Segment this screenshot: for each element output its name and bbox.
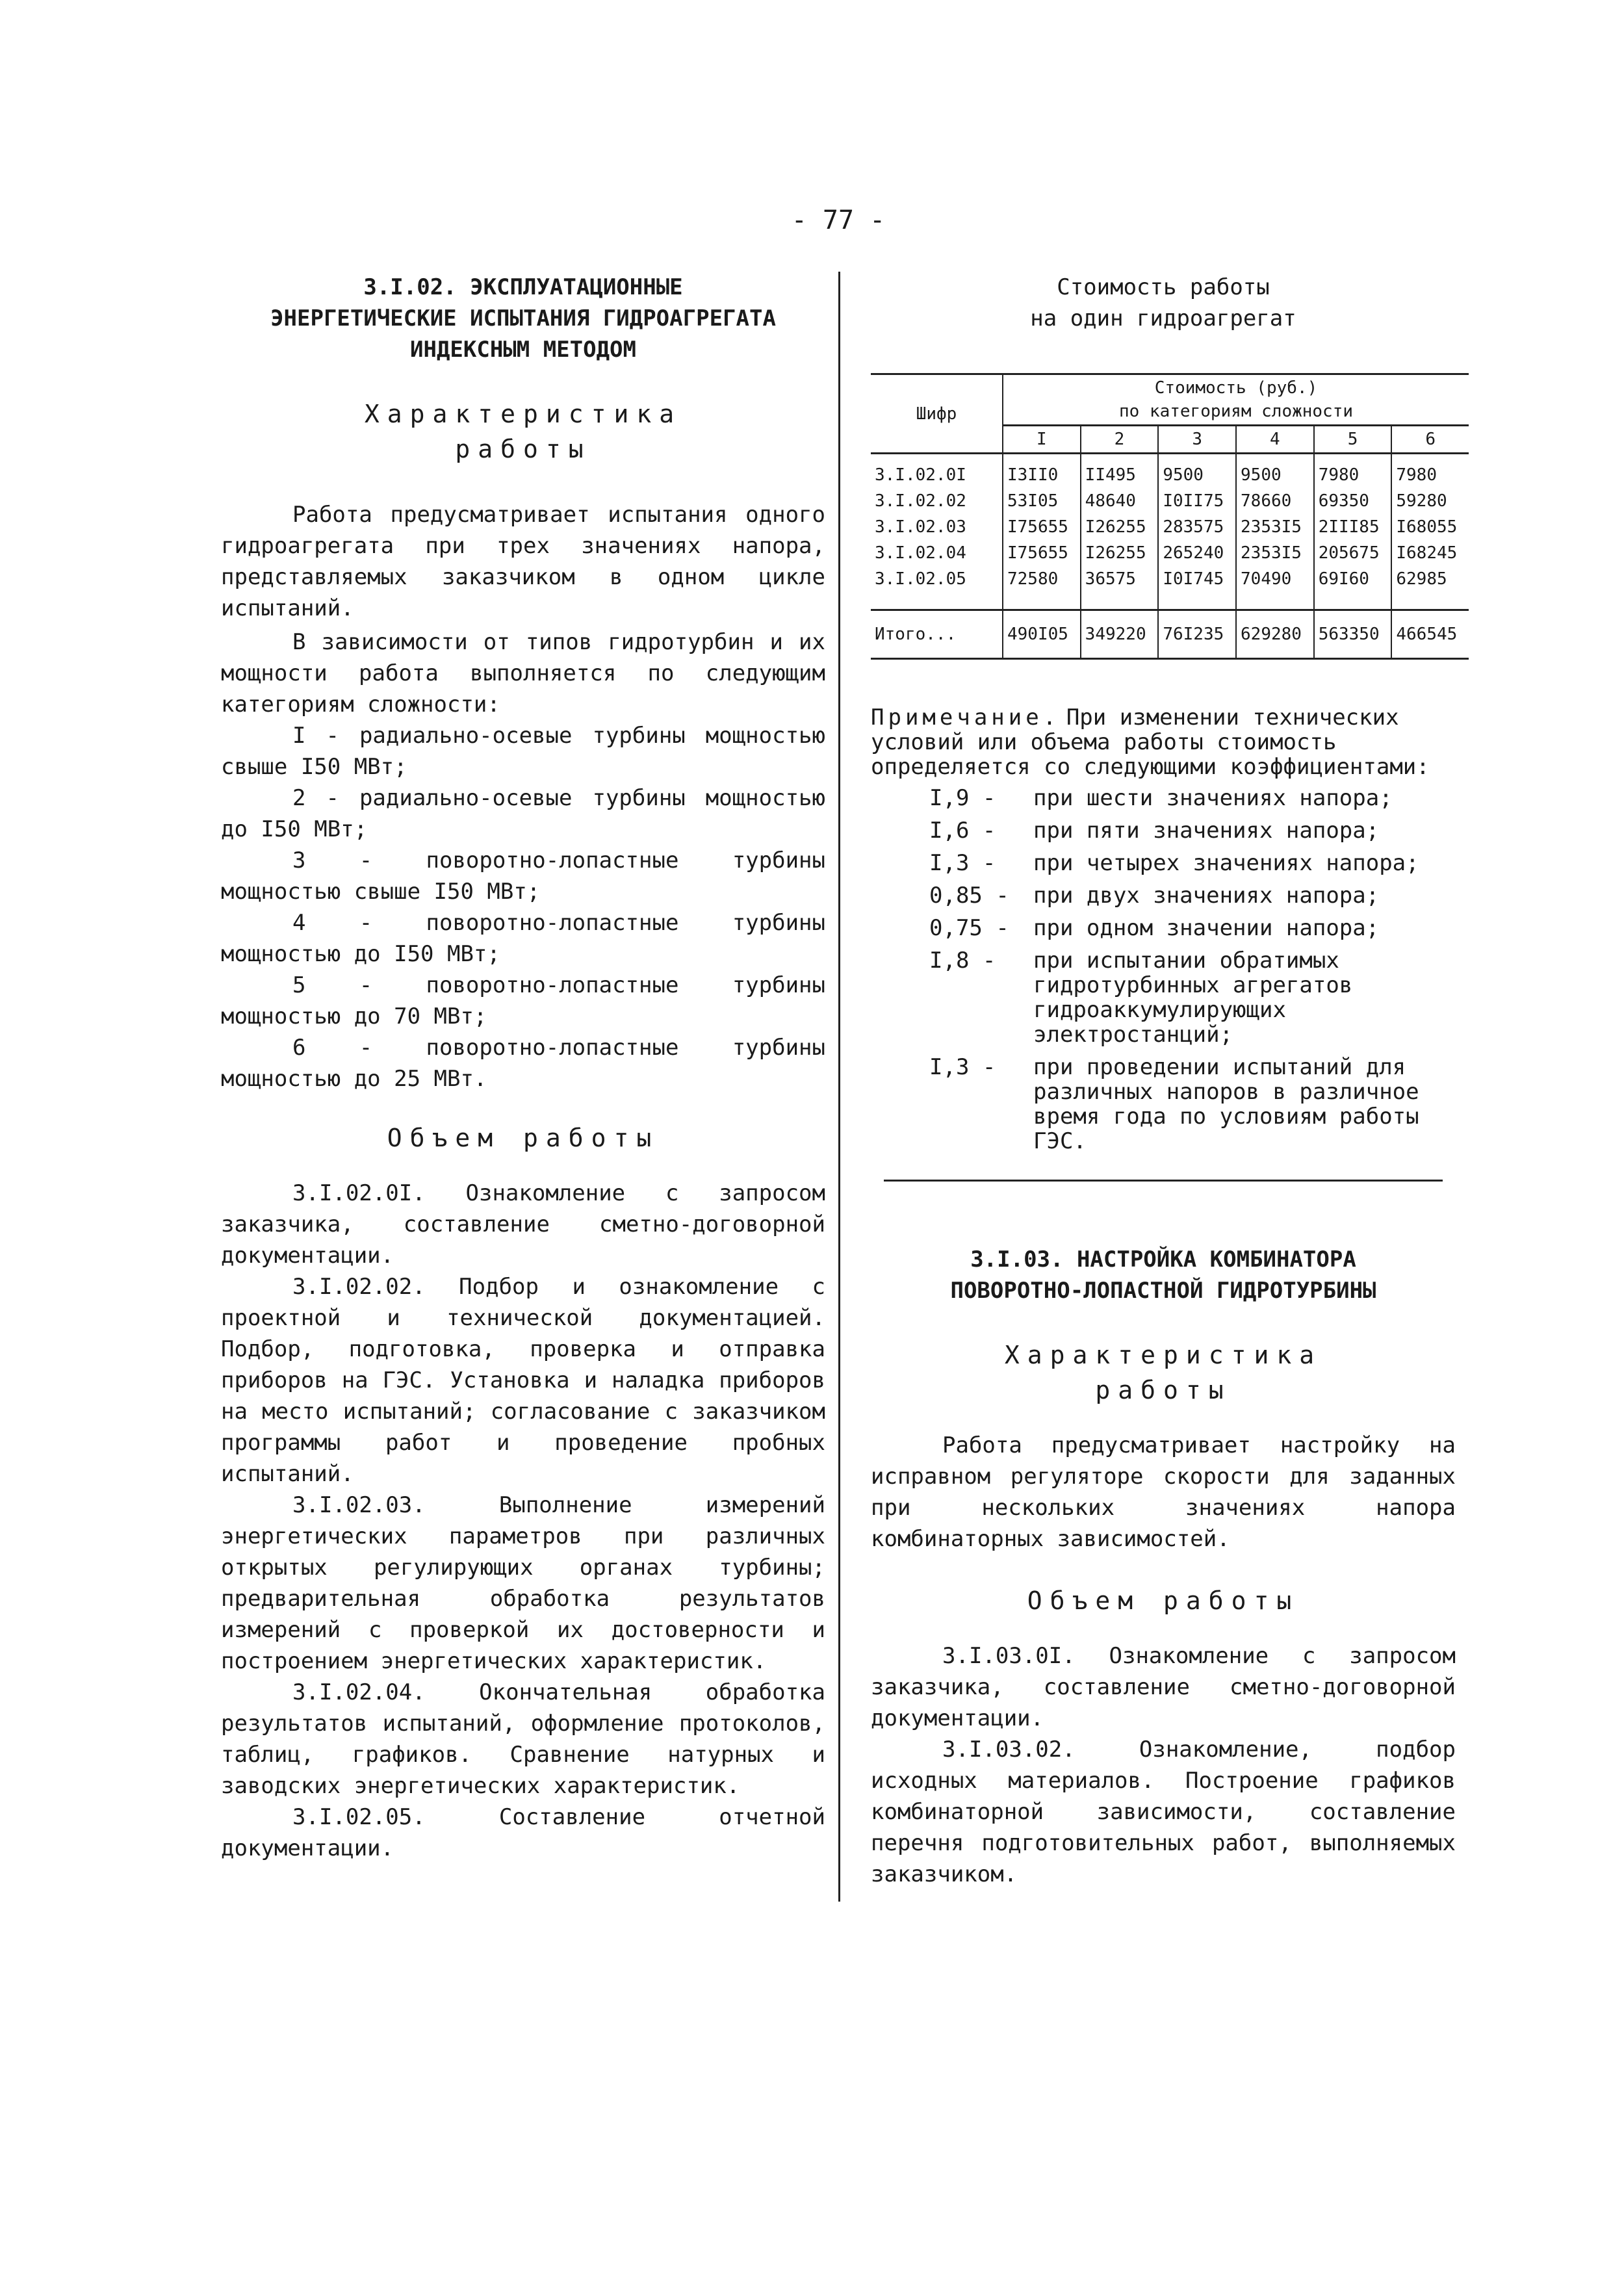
- table-value-cell: 69I60: [1314, 566, 1392, 610]
- table-code-cell: 3.I.02.05: [875, 569, 966, 589]
- table-total-row: [871, 610, 1469, 659]
- table-category-cell: 3: [1158, 426, 1236, 454]
- table-value-cell: 7980: [1391, 454, 1469, 489]
- table-body: [871, 454, 1469, 610]
- section2-paragraph: Работа предусматривает настройку на исправном регуляторе скорости для заданных при нескольких значениях напора комбинаторных зависимостей.: [871, 1432, 1456, 1552]
- coefficient-value: I,8 -: [929, 948, 996, 974]
- table-total-label: Итого...: [871, 610, 1003, 659]
- volume-heading: Объем работы: [387, 1124, 660, 1152]
- characteristic-heading-line: работы: [455, 435, 591, 463]
- note-text: При изменении технических условий или объема работы стоимость определяется со следующими коэффициентами:: [871, 704, 1430, 780]
- volume-item: 3.I.02.05. Составление отчетной документации.: [221, 1804, 825, 1861]
- characteristic-heading-line: Характеристика: [364, 400, 682, 428]
- coefficient-value: I,6 -: [929, 818, 996, 844]
- section-heading-line: 3.I.02. ЭКСПЛУАТАЦИОННЫЕ: [363, 274, 683, 300]
- coefficient-item: [871, 1055, 1456, 1154]
- table-value-cell: 78660: [1236, 488, 1314, 514]
- coefficient-list: [871, 786, 1456, 1154]
- table-total-cell: 466545: [1391, 610, 1469, 659]
- section2-heading: [871, 1244, 1456, 1306]
- table-value-cell: 265240: [1158, 540, 1236, 566]
- table-value-cell: 69350: [1314, 488, 1392, 514]
- volume-item: 3.I.02.0I. Ознакомление с запросом заказчика, составление сметно-договорной документации.: [221, 1180, 825, 1269]
- table-total-cell: 349220: [1081, 610, 1159, 659]
- coefficient-text: при четырех значениях напора;: [1033, 850, 1419, 876]
- coefficient-text: при проведении испытаний для различных напоров в различное время года по условиям работы ГЭС.: [1033, 1054, 1419, 1154]
- category-intro: В зависимости от типов гидротурбин и их мощности работа выполняется по следующим категориям сложности:: [221, 629, 825, 717]
- table-value-cell: 283575: [1158, 514, 1236, 540]
- page-number: - 77 -: [791, 205, 886, 235]
- right-column: [871, 272, 1456, 1890]
- section-heading: [221, 272, 825, 365]
- volume-list: [221, 1178, 825, 1864]
- table-value-cell: 9500: [1158, 454, 1236, 489]
- table-value-cell: 36575: [1081, 566, 1159, 610]
- coefficient-text: при испытании обратимых гидротурбинных агрегатов гидроаккумулирующих электростанций;: [1033, 948, 1353, 1048]
- category-item: 3 - поворотно-лопастные турбины мощностью свыше I50 МВт;: [221, 847, 825, 905]
- table-category-cell: 2: [1081, 426, 1159, 454]
- note-label: Примечание.: [871, 704, 1061, 730]
- table-value-cell: I75655: [1003, 514, 1081, 540]
- table-value-cell: I68245: [1391, 540, 1469, 566]
- table-value-cell: I26255: [1081, 514, 1159, 540]
- characteristic-heading: [221, 396, 825, 467]
- category-item: 6 - поворотно-лопастные турбины мощностью до 25 МВт.: [221, 1035, 825, 1092]
- section-heading-line: ИНДЕКСНЫМ МЕТОДОМ: [410, 337, 636, 363]
- table-total-cell: 76I235: [1158, 610, 1236, 659]
- table-category-cell: 4: [1236, 426, 1314, 454]
- section2-heading-line: ПОВОРОТНО-ЛОПАСТНОЙ ГИДРОТУРБИНЫ: [950, 1278, 1376, 1304]
- table-header-group-line: по категориям сложности: [1118, 402, 1354, 421]
- table-row: [871, 454, 1469, 489]
- coefficient-value: 0,85 -: [929, 883, 1009, 909]
- characteristic-heading-2: [871, 1337, 1456, 1408]
- cost-title-line: Стоимость работы: [1057, 274, 1270, 300]
- table-value-cell: 48640: [1081, 488, 1159, 514]
- table-value-cell: I0I745: [1158, 566, 1236, 610]
- coefficient-item: [871, 948, 1456, 1047]
- coefficient-item: [871, 916, 1456, 940]
- table-total-cell: 563350: [1314, 610, 1392, 659]
- table-value-cell: 72580: [1003, 566, 1081, 610]
- table-value-cell: 70490: [1236, 566, 1314, 610]
- coefficient-item: [871, 818, 1456, 843]
- table-value-cell: I68055: [1391, 514, 1469, 540]
- category-item: 5 - поворотно-лопастные турбины мощностью до 70 МВт;: [221, 972, 825, 1029]
- volume-list-2: [871, 1640, 1456, 1890]
- category-item: I - радиально-осевые турбины мощностью свыше I50 МВт;: [221, 723, 825, 780]
- table-value-cell: 2353I5: [1236, 514, 1314, 540]
- coefficient-text: при двух значениях напора;: [1033, 883, 1380, 909]
- section2-heading-line: 3.I.03. НАСТРОЙКА КОМБИНАТОРА: [970, 1247, 1356, 1273]
- cost-table: [871, 373, 1469, 660]
- coefficient-text: при одном значении напора;: [1033, 915, 1380, 941]
- section-heading-line: ЭНЕРГЕТИЧЕСКИЕ ИСПЫТАНИЯ ГИДРОАГРЕГАТА: [270, 305, 776, 331]
- table-row: [871, 566, 1469, 610]
- cost-title-line: на один гидроагрегат: [1030, 305, 1296, 331]
- coefficient-value: 0,75 -: [929, 915, 1009, 941]
- table-value-cell: II495: [1081, 454, 1159, 489]
- table-header-group-line: Стоимость (руб.): [1154, 378, 1318, 398]
- coefficient-item: [871, 851, 1456, 875]
- table-code-cell: 3.I.02.04: [875, 543, 966, 563]
- coefficient-text: при пяти значениях напора;: [1033, 818, 1380, 844]
- category-item: 4 - поворотно-лопастные турбины мощностью до I50 МВт;: [221, 910, 825, 967]
- characteristic-heading-line: Характеристика: [1004, 1341, 1322, 1369]
- table-value-cell: I3II0: [1003, 454, 1081, 489]
- coefficient-value: I,3 -: [929, 1054, 996, 1080]
- coefficient-item: [871, 883, 1456, 908]
- table-header-group: [1003, 374, 1469, 426]
- table-value-cell: I0II75: [1158, 488, 1236, 514]
- category-list: [221, 720, 825, 1094]
- coefficient-value: I,3 -: [929, 850, 996, 876]
- table-row: [871, 514, 1469, 540]
- characteristic-heading-line: работы: [1095, 1376, 1231, 1404]
- table-value-cell: I75655: [1003, 540, 1081, 566]
- table-code-cell: 3.I.02.03: [875, 517, 966, 537]
- volume-item: 3.I.03.02. Ознакомление, подбор исходных материалов. Построение графиков комбинаторной зависимости, составление перечня подготовительных работ, выполняемых заказчиком.: [871, 1737, 1456, 1887]
- table-header-code: Шифр: [871, 374, 1003, 454]
- coefficient-text: при шести значениях напора;: [1033, 785, 1393, 811]
- category-item: 2 - радиально-осевые турбины мощностью до I50 МВт;: [221, 785, 825, 842]
- table-value-cell: 205675: [1314, 540, 1392, 566]
- table-row: [871, 540, 1469, 566]
- table-value-cell: 53I05: [1003, 488, 1081, 514]
- table-category-cell: I: [1003, 426, 1081, 454]
- section-divider: [884, 1180, 1443, 1182]
- volume-item: 3.I.02.04. Окончательная обработка результатов испытаний, оформление протоколов, таблиц, графиков. Сравнение натурных и заводских энергетических характеристик.: [221, 1679, 825, 1799]
- table-value-cell: 2III85: [1314, 514, 1392, 540]
- table-value-cell: 59280: [1391, 488, 1469, 514]
- coefficient-item: [871, 786, 1456, 810]
- left-column: [221, 272, 825, 1864]
- column-divider: [838, 272, 840, 1902]
- cost-title: [871, 272, 1456, 334]
- table-total-cell: 490I05: [1003, 610, 1081, 659]
- volume-item: 3.I.03.0I. Ознакомление с запросом заказчика, составление сметно-договорной документации.: [871, 1643, 1456, 1731]
- table-value-cell: 7980: [1314, 454, 1392, 489]
- table-category-cell: 6: [1391, 426, 1469, 454]
- note-block: [871, 705, 1456, 1154]
- volume-heading-2: Объем работы: [1027, 1586, 1300, 1615]
- intro-paragraph: Работа предусматривает испытания одного гидроагрегата при трех значениях напора, представляемых заказчиком в одном цикле испытаний.: [221, 502, 825, 621]
- table-code-cell: 3.I.02.0I: [875, 465, 966, 485]
- table-value-cell: 9500: [1236, 454, 1314, 489]
- table-category-cell: 5: [1314, 426, 1392, 454]
- volume-item: 3.I.02.03. Выполнение измерений энергетических параметров при различных открытых регулирующих органах турбины; предварительная обработка результатов измерений с проверкой их достоверности и построением энергетических характеристик.: [221, 1492, 825, 1674]
- table-total-cell: 629280: [1236, 610, 1314, 659]
- table-value-cell: 62985: [1391, 566, 1469, 610]
- volume-item: 3.I.02.02. Подбор и ознакомление с проектной и технической документацией. Подбор, подготовка, проверка и отправка приборов на ГЭС. Установка и наладка приборов на место испытаний; согласование с заказчиком программы работ и проведение пробных испытаний.: [221, 1274, 825, 1487]
- table-code-cell: 3.I.02.02: [875, 491, 966, 511]
- table-row: [871, 488, 1469, 514]
- table-value-cell: I26255: [1081, 540, 1159, 566]
- table-value-cell: 2353I5: [1236, 540, 1314, 566]
- coefficient-value: I,9 -: [929, 785, 996, 811]
